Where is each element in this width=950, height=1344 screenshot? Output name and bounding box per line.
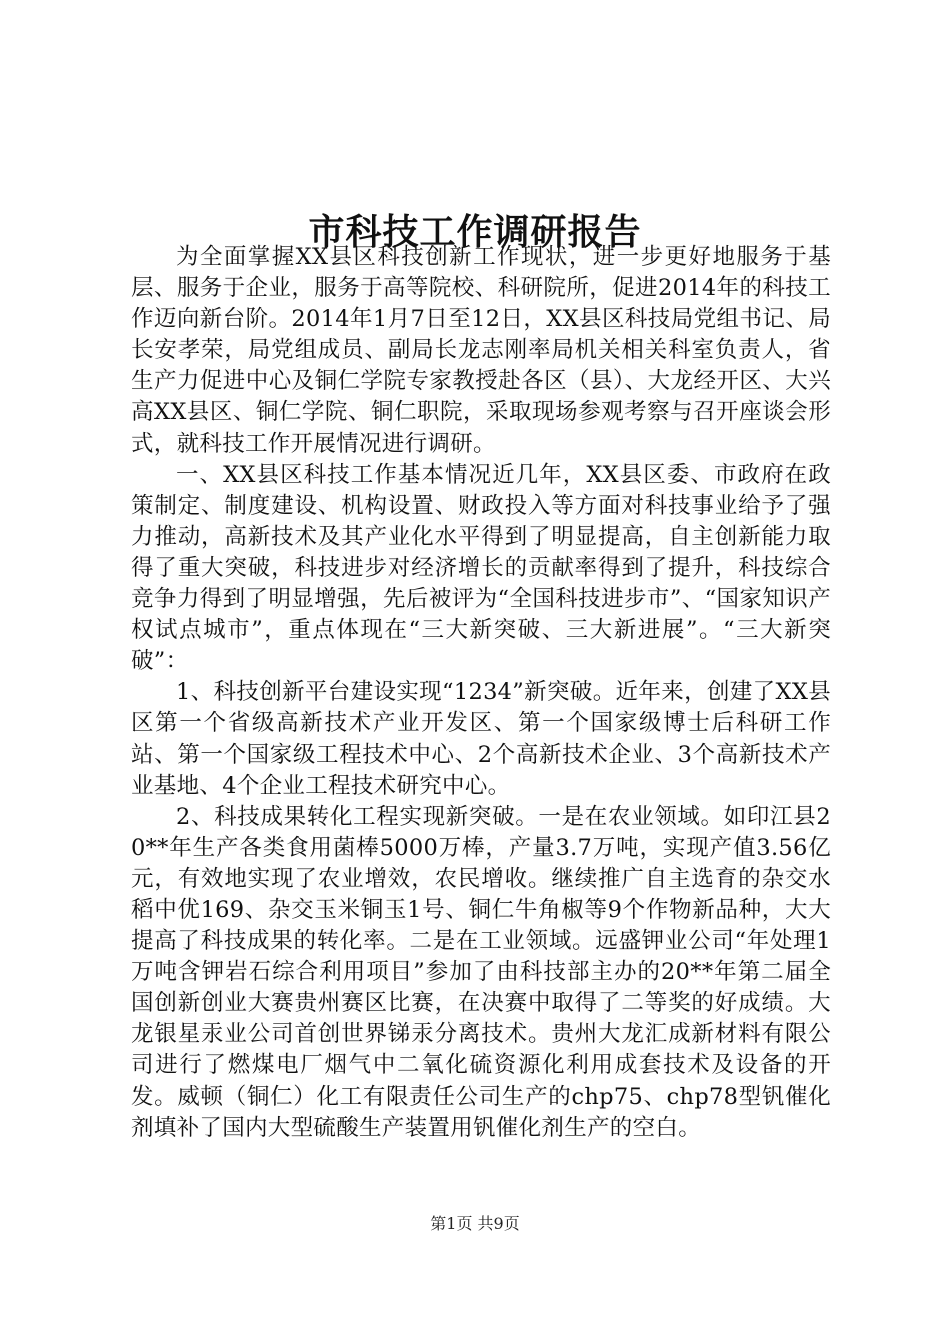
paragraph-intro: 为全面掌握XX县区科技创新工作现状，进一步更好地服务于基层、服务于企业，服务于高等院校、科研院所，促进2014年的科技工作迈向新台阶。2014年1月7日至12日，XX县区科技局党组书记、局长安孝荣，局党组成员、副局长龙志刚率局机关相关科室负责人，省生产力促进中心及铜仁学院专家教授赴各区（县）、大龙经开区、大兴高XX县区、铜仁学院、铜仁职院，采取现场参观考察与召开座谈会形式，就科技工作开展情况进行调研。 <box>131 244 831 457</box>
paragraph-item-two: 2、科技成果转化工程实现新突破。一是在农业领域。如印江县20**年生产各类食用菌棒5000万棒，产量3.7万吨，实现产值3.56亿元，有效地实现了农业增效，农民增收。继续推广自主选育的杂交水稻中优169、杂交玉米铜玉1号、铜仁牛角椒等9个作物新品种，大大提高了科技成果的转化率。二是在工业领域。远盛钾业公司“年处理1万吨含钾岩石综合利用项目”参加了由科技部主办的20**年第二届全国创新创业大赛贵州赛区比赛，在决赛中取得了二等奖的好成绩。大龙银星汞业公司首创世界锑汞分离技术。贵州大龙汇成新材料有限公司进行了燃煤电厂烟气中二氧化硫资源化利用成套技术及设备的开发。威顿（铜仁）化工有限责任公司生产的chp75、chp78型钒催化剂填补了国内大型硫酸生产装置用钒催化剂生产的空白。 <box>131 803 831 1141</box>
document-body <box>131 242 831 1144</box>
paragraph-section-one: 一、XX县区科技工作基本情况近几年，XX县区委、市政府在政策制定、制度建设、机构设置、财政投入等方面对科技事业给予了强力推动，高新技术及其产业化水平得到了明显提高，自主创新能力取得了重大突破，科技进步对经济增长的贡献率得到了提升，科技综合竞争力得到了明显增强，先后被评为“全国科技进步市”、“国家知识产权试点城市”，重点体现在“三大新突破、三大新进展”。“三大新突破”： <box>131 461 831 675</box>
page-footer: 第1页 共9页 <box>430 1214 520 1233</box>
paragraph-item-one: 1、科技创新平台建设实现“1234”新突破。近年来，创建了XX县区第一个省级高新技术产业开发区、第一个国家级博士后科研工作站、第一个国家级工程技术中心、2个高新技术企业、3个高新技术产业基地、4个企业工程技术研究中心。 <box>131 679 831 799</box>
page-title: 市科技工作调研报告 <box>308 211 642 254</box>
